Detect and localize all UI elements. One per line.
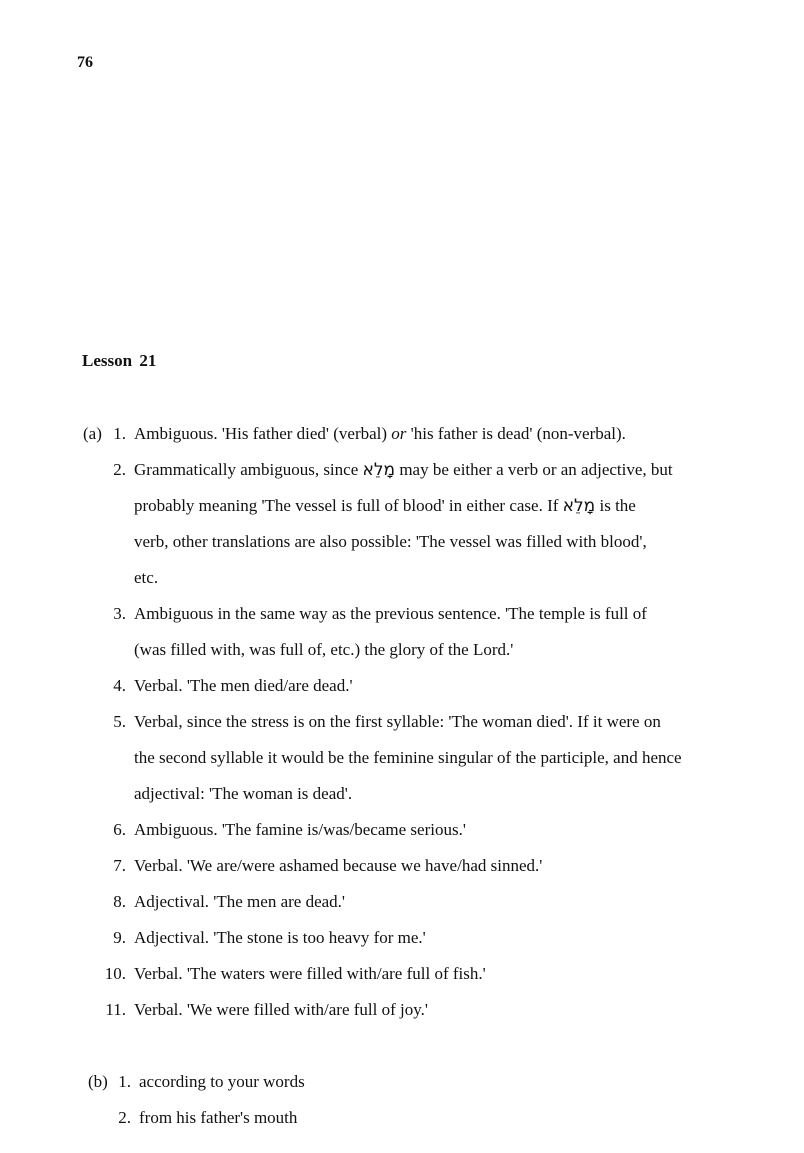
item-text-line bbox=[134, 460, 673, 480]
text-segment: Ambiguous. 'The famine is/was/became serious.' bbox=[134, 820, 466, 839]
item-number: 3. bbox=[113, 604, 126, 623]
item-number: 8. bbox=[113, 892, 126, 911]
text-segment: Verbal. 'We were filled with/are full of joy.' bbox=[134, 1000, 428, 1019]
section-b-label: (b) bbox=[88, 1072, 108, 1091]
item-number: 10. bbox=[104, 964, 126, 983]
hebrew-word: מָלֵא bbox=[562, 496, 596, 516]
item-text-line bbox=[134, 856, 542, 876]
text-segment: probably meaning 'The vessel is full of blood' in either case. If bbox=[134, 496, 563, 515]
item-text-line bbox=[134, 712, 661, 732]
text-segment: Grammatically ambiguous, since bbox=[134, 460, 363, 479]
item-text-line bbox=[134, 640, 513, 660]
page-number: 76 bbox=[77, 54, 93, 71]
text-segment: Adjectival. 'The stone is too heavy for me.' bbox=[134, 928, 426, 947]
item-text-line bbox=[134, 496, 636, 516]
text-segment: is the bbox=[595, 496, 636, 515]
section-a-label: (a) bbox=[83, 424, 102, 443]
item-text-line bbox=[134, 748, 682, 768]
item-number: 2. bbox=[118, 1108, 131, 1127]
item-text-line bbox=[134, 568, 158, 588]
item-number: 4. bbox=[113, 676, 126, 695]
item-text-line bbox=[134, 424, 626, 444]
item-number: 6. bbox=[113, 820, 126, 839]
text-segment: adjectival: 'The woman is dead'. bbox=[134, 784, 353, 803]
item-number: 11. bbox=[105, 1000, 126, 1019]
item-text-line bbox=[134, 1000, 428, 1020]
text-segment: verb, other translations are also possible: 'The vessel was filled with blood', bbox=[134, 532, 647, 551]
text-segment: may be either a verb or an adjective, but bbox=[395, 460, 673, 479]
text-segment: 'his father is dead' (non-verbal). bbox=[406, 424, 626, 443]
text-segment: Ambiguous in the same way as the previous sentence. 'The temple is full of bbox=[134, 604, 647, 623]
item-number: 1. bbox=[118, 1072, 131, 1091]
item-number: 5. bbox=[113, 712, 126, 731]
item-number: 7. bbox=[113, 856, 126, 875]
item-text-line bbox=[134, 604, 647, 624]
item-text-line bbox=[134, 964, 486, 984]
item-text-line bbox=[134, 676, 353, 696]
text-segment: Adjectival. 'The men are dead.' bbox=[134, 892, 345, 911]
item-text-line bbox=[134, 784, 352, 804]
text-segment: Verbal, since the stress is on the first syllable: 'The woman died'. If it were on bbox=[134, 712, 661, 731]
text-segment: the second syllable it would be the feminine singular of the participle, and hence bbox=[134, 748, 682, 767]
text-segment: Verbal. 'The men died/are dead.' bbox=[134, 676, 353, 695]
item-text-line: from his father's mouth bbox=[139, 1108, 298, 1127]
text-segment: etc. bbox=[134, 568, 159, 587]
text-segment: Verbal. 'We are/were ashamed because we have/had sinned.' bbox=[134, 856, 543, 875]
item-text-line bbox=[134, 928, 426, 948]
item-text-line bbox=[134, 820, 466, 840]
item-number: 1. bbox=[113, 424, 126, 443]
emphasis-word: or bbox=[391, 424, 407, 443]
item-text-line: according to your words bbox=[139, 1072, 305, 1091]
lesson-title: Lesson 21 bbox=[82, 351, 157, 370]
item-number: 2. bbox=[113, 460, 126, 479]
hebrew-word: מָלֵא bbox=[362, 460, 396, 480]
item-text-line bbox=[134, 892, 345, 912]
text-segment: (was filled with, was full of, etc.) the glory of the Lord.' bbox=[134, 640, 514, 659]
text-segment: Ambiguous. 'His father died' (verbal) bbox=[134, 424, 392, 443]
item-text-line bbox=[134, 532, 647, 552]
item-number: 9. bbox=[113, 928, 126, 947]
text-segment: Verbal. 'The waters were filled with/are full of fish.' bbox=[134, 964, 486, 983]
